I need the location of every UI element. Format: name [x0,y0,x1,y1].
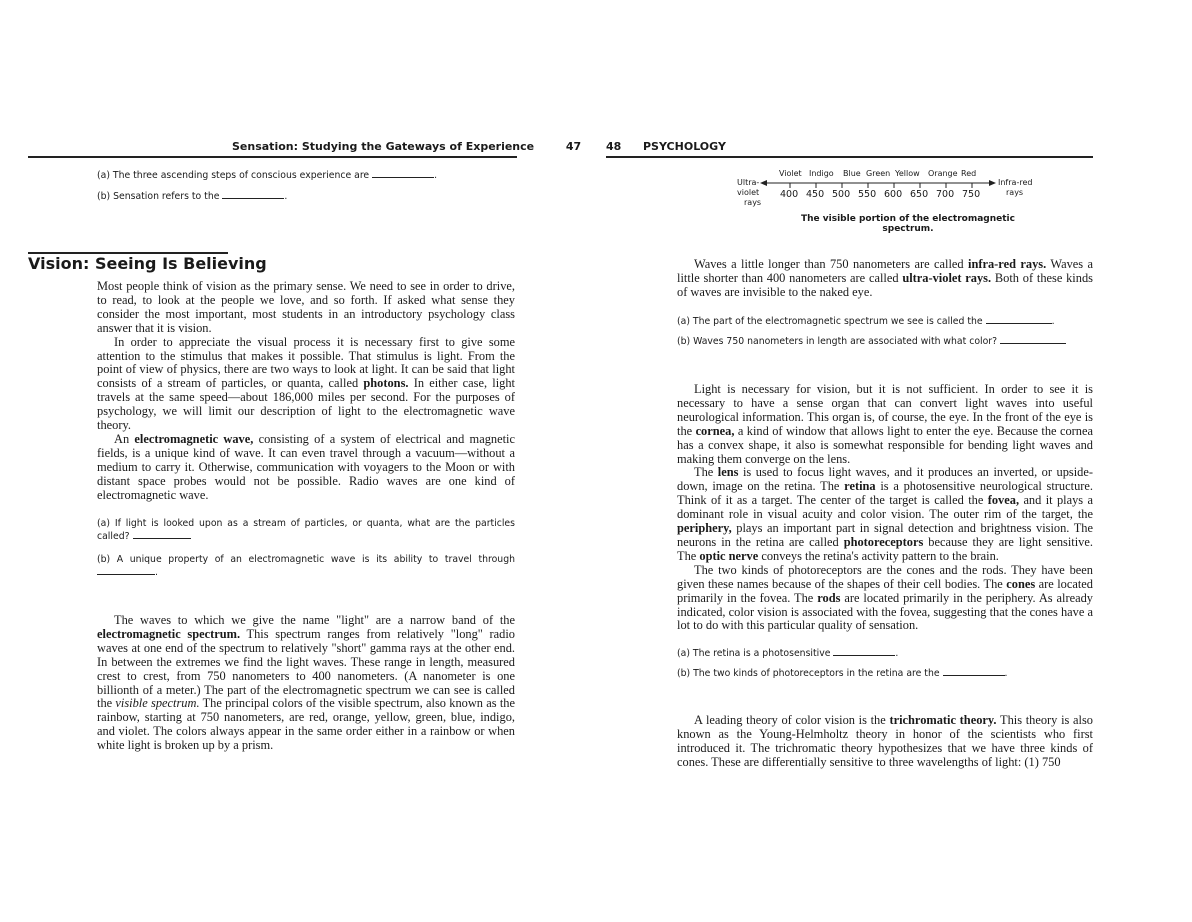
question-item: (a) The three ascending steps of conscious experience are . [97,170,438,181]
body-text-block [677,258,1093,300]
left-header-rule [28,156,517,158]
arrow-left-icon [760,180,767,186]
left-page-number: 47 [565,140,582,153]
paragraph: A leading theory of color vision is the trichromatic theory. This theory is also known as the Young-Helmholtz theory in honor of the scientists who first introduced it. The trichromatic theory hypothesizes that we have three kinds of cones. These are differentially sensitive to three wavelengths of light: (1) 750 [677,713,1094,769]
uv-label-line: rays [744,198,762,207]
wavelength-label: 650 [910,189,929,200]
left-running-header [232,140,581,153]
color-label: Green [866,169,891,178]
answer-blank[interactable] [833,647,895,656]
left-header-title: Sensation: Studying the Gateways of Experience [232,140,535,153]
color-label: Orange [928,169,958,178]
answer-blank[interactable] [133,530,191,539]
arrow-right-icon [989,180,996,186]
section-heading: Vision: Seeing Is Believing [28,254,267,273]
answer-blank[interactable] [97,566,155,575]
right-header-title: PSYCHOLOGY [643,140,726,153]
ir-label-line: rays [1006,188,1024,197]
right-header-rule [606,156,1093,158]
wavelength-label: 400 [780,189,799,200]
paragraph: Light is necessary for vision, but it is not sufficient. In order to see it is necessary to have a sense organ that can convert light waves into useful neurological information. This organ is, of course, the eye. In the front of the eye is the cornea, a kind of window that allows light to enter the eye. Because the cornea has a convex shape, it also is somewhat responsible for bending light waves and making them converge on the lens. [677,382,1093,466]
question-item: (b) Waves 750 nanometers in length are associated with what color? [677,335,1066,348]
wavelength-label: 600 [884,189,903,200]
ir-label-line: Infra-red [998,178,1033,187]
paragraph: Waves a little longer than 750 nanometers are called infra-red rays. Waves a little shorter than 400 nanometers are called ultra-violet rays. Both of these kinds of waves are invisible to the naked eye. [677,257,1094,299]
question-item: (a) If light is looked upon as a stream of particles, or quanta, what are the particles called? [97,518,515,542]
question-item: (a) The retina is a photosensitive . [677,648,899,659]
body-text-block [97,614,515,753]
wavelength-label: 750 [962,189,981,200]
right-running-header [606,140,726,153]
question-item: (b) A unique property of an electromagnetic wave is its ability to travel through . [97,554,515,578]
paragraph: In order to appreciate the visual process it is necessary first to give some attention to the stimulus that makes it possible. That stimulus is light. From the point of view of physics, there are two ways to look at light. It can be said that light consists of a stream of particles, or quanta, called photons. In either case, light travels at the same speed—about 186,000 miles per second. For the purposes of psychology, we will limit our description of light to the electromagnetic wave theory. [97,334,515,433]
uv-label-line: Ultra- [737,178,760,187]
uv-label-line: violet [737,188,760,197]
color-label: Indigo [809,169,834,178]
color-label: Red [961,169,977,178]
color-label: Yellow [895,169,920,178]
body-text-block [677,383,1093,633]
color-label: Violet [779,169,802,178]
answer-blank[interactable] [222,190,284,199]
paragraph: Most people think of vision as the primary sense. We need to see in order to drive, to read, to look at the people we love, and so forth. If asked what sense they consider the most important, most students in an introductory psychology class answer that it is vision. [97,279,515,335]
answer-blank[interactable] [1000,335,1066,344]
right-page-number: 48 [606,140,622,153]
color-label: Blue [843,169,861,178]
body-text-block [677,714,1093,770]
answer-blank[interactable] [986,315,1052,324]
paragraph: The two kinds of photoreceptors are the cones and the rods. They have been given these names because of the shapes of their cell bodies. The cones are located primarily in the fovea. The rods are located primarily in the periphery. As already indicated, color vision is associated with the fovea, suggesting that the cones have a lot to do with this particular quality of sensation. [677,562,1093,633]
answer-blank[interactable] [372,169,434,178]
paragraph: The waves to which we give the name "light" are a narrow band of the electromagnetic spectrum. This spectrum ranges from relatively "long" radio waves at one end of the spectrum to relatively "short" gamma rays at the other end. In between the extremes we find the light waves. These range in length, measured crest to crest, from 750 nanometers to 400 nanometers. (A nanometer is one billionth of a meter.) The part of the electromagnetic spectrum we can see is called the visible spectrum. The principal colors of the visible spectrum, also known as the rainbow, starting at 750 nanometers, are red, orange, yellow, green, blue, indigo, and violet. The colors always appear in the same order either in a rainbow or when white light is broken up by a prism. [97,613,515,753]
paragraph: An electromagnetic wave, consisting of a system of electrical and magnetic fields, is a unique kind of wave. It can even travel through a vacuum—without a medium to carry it. Otherwise, communication with voyagers to the Moon or with distant space probes would not be possible. Radio waves are one kind of electromagnetic wave. [97,431,515,502]
question-item: (a) The part of the electromagnetic spectrum we see is called the . [677,316,1055,327]
answer-blank[interactable] [943,667,1005,676]
question-item: (b) Sensation refers to the . [97,191,288,202]
wavelength-label: 550 [858,189,877,200]
question-item: (b) The two kinds of photoreceptors in the retina are the . [677,668,1008,679]
body-text-block [97,280,515,503]
wavelength-label: 500 [832,189,851,200]
wavelength-label: 700 [936,189,955,200]
wavelength-label: 450 [806,189,825,200]
figure-caption: The visible portion of the electromagnetic spectrum. [801,214,1015,234]
paragraph: The lens is used to focus light waves, and it produces an inverted, or upside-down, image on the retina. The retina is a photosensitive neurological structure. Think of it as a target. The center of the target is called the fovea, and it plays a dominant role in visual acuity and color vision. The outer rim of the target, the periphery, plays an important part in signal detection and brightness vision. The neurons in the retina are called photoreceptors because they are light sensitive. The optic nerve conveys the retina's activity pattern to the brain. [677,465,1093,563]
